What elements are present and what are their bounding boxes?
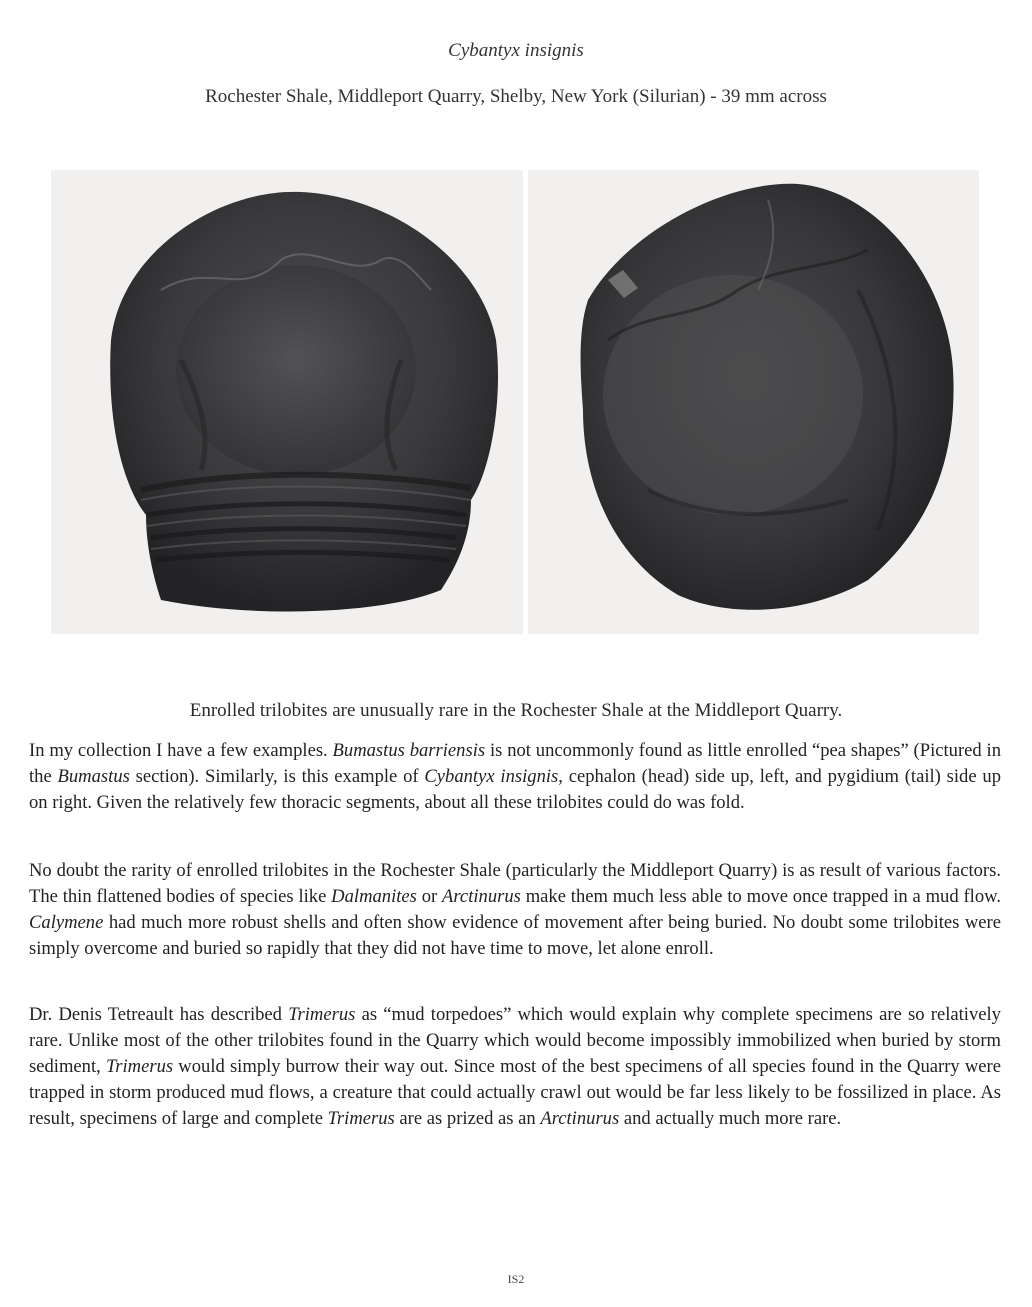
body-paragraph-1: In my collection I have a few examples. Bumastus barriensis is not uncommonly found as little enrolled “pea shapes” (Pictured in the Bumastus section). Similarly, is this example of Cybantyx insignis, cephalon (head) side up, left, and pygidium (tail) side up on right. Given the relatively few thoracic segments, about all these trilobites could do was fold. (29, 740, 1001, 813)
italic-taxon-name: Trimerus (327, 1108, 395, 1129)
italic-taxon-name: Trimerus (105, 1056, 174, 1077)
italic-taxon-name: Calymene (29, 912, 104, 933)
page-number: IS2 (507, 1272, 525, 1286)
page-title: Cybantyx insignis (448, 40, 584, 61)
italic-taxon-name: Bumastus barriensis (332, 740, 486, 761)
italic-taxon-name: Dalmanites (331, 886, 417, 907)
italic-taxon-name: Bumastus (57, 766, 130, 787)
body-paragraph-3: Dr. Denis Tetreault has described Trimerus as “mud torpedoes” which would explain why complete specimens are so relatively rare. Unlike most of the other trilobites found in the Quarry which would become impossibly immobilized when buried by storm sediment, Trimerus would simply burrow their way out. Since most of the best specimens of all species found in the Quarry were trapped in storm produced mud flows, a creature that could actually crawl out would be far less likely to be fossilized in place. As result, specimens of large and complete Trimerus are as prized as an Arctinurus and actually much more rare. (29, 1004, 1001, 1129)
italic-taxon-name: Arctinurus (540, 1108, 620, 1129)
photo-caption: Enrolled trilobites are unusually rare in the Rochester Shale at the Middleport Quarry. (189, 700, 843, 721)
specimen-locality: Rochester Shale, Middleport Quarry, Shelby, New York (Silurian) - 39 mm across (205, 86, 827, 107)
italic-taxon-name: Arctinurus (442, 886, 521, 907)
cephalon-side-photo (51, 170, 523, 634)
body-paragraph-2: No doubt the rarity of enrolled trilobites in the Rochester Shale (particularly the Middleport Quarry) is as result of various factors. The thin flattened bodies of species like Dalmanites or Arctinurus make them much less able to move once trapped in a mud flow. Calymene had much more robust shells and often show evidence of movement after being buried. No doubt some trilobites were simply overcome and buried so rapidly that they did not have time to move, let alone enroll. (29, 860, 1001, 959)
italic-taxon-name: Trimerus (288, 1004, 356, 1025)
italic-taxon-name: Cybantyx insignis (424, 766, 559, 787)
pygidium-side-photo (528, 170, 979, 634)
